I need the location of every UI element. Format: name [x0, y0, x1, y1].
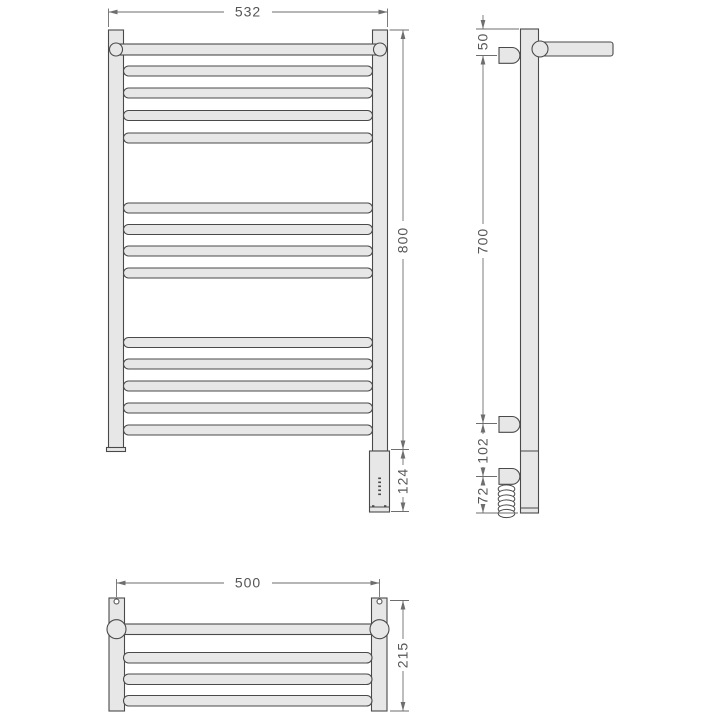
side-shelf-ball-joint [532, 41, 548, 57]
bottom-top-rail [117, 624, 380, 635]
dim-arrow [401, 441, 406, 450]
dim-heating-unit-height [391, 450, 411, 512]
dim-side-top-to-bracket [475, 15, 491, 50]
front-rung [124, 403, 373, 413]
dim-front-overall-height [390, 30, 411, 450]
dim-arrow [481, 20, 486, 29]
dim-arrow [109, 10, 118, 15]
dim-side-cable-to-bottom [475, 477, 491, 514]
dim-bottom-depth [390, 601, 411, 712]
bottom-rail-ball-left [107, 620, 126, 639]
dim-arrow [117, 581, 126, 586]
heating-unit-screw [384, 505, 386, 507]
dim-label-front-height: 800 [394, 226, 411, 254]
dim-label-side-72: 72 [474, 486, 491, 505]
dim-arrow [371, 581, 380, 586]
mounting-hole-right [377, 599, 382, 604]
dim-label-side-700: 700 [474, 227, 491, 255]
front-top-rail [116, 44, 380, 55]
dim-arrow [481, 504, 486, 513]
front-right-post [373, 30, 388, 451]
bottom-rung [124, 696, 373, 707]
front-rung [124, 268, 373, 278]
dim-arrow [481, 477, 486, 486]
mounting-hole-left [114, 599, 119, 604]
bottom-rung [124, 674, 373, 685]
front-rung [124, 338, 373, 348]
front-left-post-foot [107, 448, 126, 452]
front-rung [124, 359, 373, 369]
dim-label-heating-unit-height: 124 [394, 467, 411, 495]
dim-arrow [481, 415, 486, 424]
bottom-rung [124, 653, 373, 664]
bottom-right-post [372, 598, 388, 711]
front-rung [124, 203, 373, 213]
front-left-post [109, 30, 124, 449]
bottom-left-post [109, 598, 125, 711]
front-rung [124, 88, 373, 98]
front-rung [124, 225, 373, 235]
dim-arrow [481, 56, 486, 65]
dim-side-bracket-to-cable [475, 424, 491, 477]
side-view [475, 15, 614, 518]
dim-label-side-102: 102 [474, 437, 491, 464]
front-rung [124, 111, 373, 121]
dim-arrow [379, 10, 388, 15]
dim-arrow [481, 468, 486, 477]
side-shelf-bar [539, 42, 613, 56]
dim-label-side-50: 50 [474, 32, 491, 51]
dim-side-bracket-spacing [475, 56, 491, 424]
front-top-rail-ball-left [110, 43, 123, 56]
dim-arrow [401, 450, 406, 459]
front-rung [124, 425, 373, 435]
dim-arrow [401, 30, 406, 39]
dim-label-bottom-215: 215 [394, 641, 411, 669]
front-rung [124, 246, 373, 256]
front-view [107, 4, 411, 513]
wall-bracket-lower [499, 417, 520, 433]
dim-bottom-mounting-width [117, 575, 380, 598]
dim-arrow [481, 424, 486, 433]
wall-bracket-upper [499, 48, 520, 64]
front-rung [124, 133, 373, 143]
front-rung [124, 381, 373, 391]
heating-unit-screw [372, 505, 374, 507]
dim-arrow [401, 702, 406, 711]
heating-unit [370, 451, 390, 512]
dim-front-overall-width [109, 4, 388, 28]
bottom-rail-ball-right [370, 620, 389, 639]
front-rung [124, 66, 373, 76]
dim-label-front-width: 532 [234, 3, 262, 20]
cable-gland [499, 469, 520, 485]
front-top-rail-ball-right [374, 43, 387, 56]
side-post [521, 29, 539, 513]
bottom-view [107, 575, 411, 712]
dim-label-bottom-500: 500 [234, 574, 262, 591]
dim-arrow [401, 601, 406, 610]
dim-arrow [401, 503, 406, 512]
